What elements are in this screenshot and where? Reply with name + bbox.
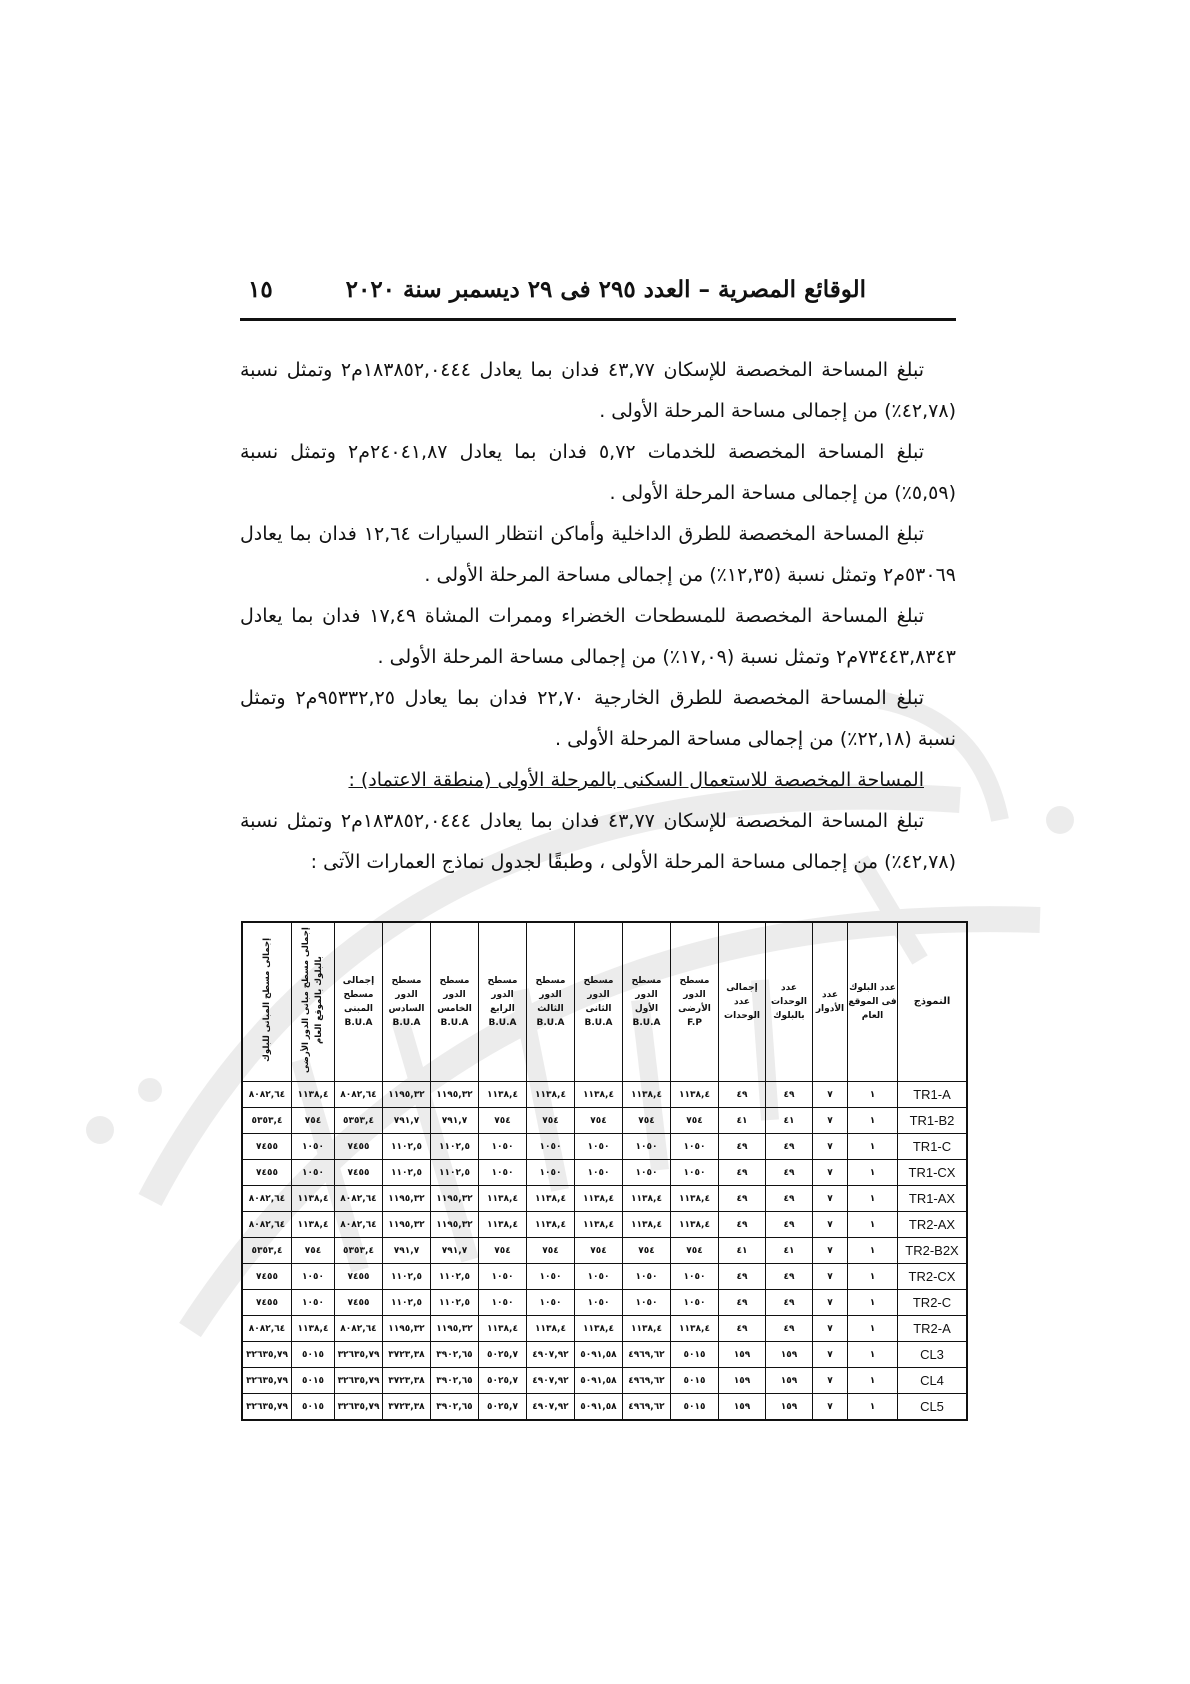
cell-first-floor: ٧٥٤	[623, 1238, 671, 1264]
cell-sixth-floor: ١١٩٥,٣٢	[383, 1316, 431, 1342]
cell-floors: ٧	[813, 1134, 848, 1160]
header-units-per-block: عدد الوحدات بالبلوك	[766, 922, 813, 1082]
cell-second-floor: ١٠٥٠	[575, 1290, 623, 1316]
cell-model: TR1-CX	[898, 1160, 968, 1186]
cell-total-building: ٥٣٥٣,٤	[335, 1238, 383, 1264]
section-subheading: المساحة المخصصة للاستعمال السكنى بالمرحلة الأولى (منطقة الاعتماد) :	[348, 769, 924, 791]
cell-third-floor: ١٠٥٠	[527, 1160, 575, 1186]
cell-sixth-floor: ١١٩٥,٣٢	[383, 1082, 431, 1108]
cell-total-building: ٣٢٦٣٥,٧٩	[335, 1394, 383, 1421]
cell-third-floor: ١٠٥٠	[527, 1134, 575, 1160]
cell-total-ground-site: ١٠٥٠	[292, 1134, 335, 1160]
cell-first-floor: ٤٩٦٩,٦٢	[623, 1342, 671, 1368]
cell-floors: ٧	[813, 1160, 848, 1186]
cell-first-floor: ١١٣٨,٤	[623, 1316, 671, 1342]
cell-sixth-floor: ١١٩٥,٣٢	[383, 1212, 431, 1238]
header-sixth-floor-area: مسطح الدور السادس B.U.A	[383, 922, 431, 1082]
cell-fourth-floor: ١٠٥٠	[479, 1264, 527, 1290]
cell-fourth-floor: ٥٠٢٥,٧	[479, 1342, 527, 1368]
building-models-table	[241, 921, 968, 1421]
cell-sixth-floor: ١١٠٢,٥	[383, 1160, 431, 1186]
header-total-units: إجمالى عدد الوحدات	[719, 922, 766, 1082]
cell-second-floor: ١١٣٨,٤	[575, 1212, 623, 1238]
cell-fourth-floor: ١٠٥٠	[479, 1290, 527, 1316]
cell-ground-floor: ٥٠١٥	[671, 1342, 719, 1368]
cell-model: CL5	[898, 1394, 968, 1421]
cell-units-per-block: ٤٩	[766, 1212, 813, 1238]
table-row	[242, 1264, 967, 1290]
cell-model: TR2-AX	[898, 1212, 968, 1238]
table-row	[242, 1290, 967, 1316]
paragraph-internal-roads: تبلغ المساحة المخصصة للطرق الداخلية وأماكن انتظار السيارات ١٢,٦٤ فدان بما يعادل ٥٣٠٦٩م٢ وتمثل نسبة (١٢,٣٥٪) من إجمالى مساحة المرحلة الأولى .	[240, 523, 956, 586]
cell-model: TR2-B2X	[898, 1238, 968, 1264]
cell-fourth-floor: ١٠٥٠	[479, 1160, 527, 1186]
cell-units-per-block: ٤١	[766, 1108, 813, 1134]
cell-fifth-floor: ١١٩٥,٣٢	[431, 1186, 479, 1212]
cell-third-floor: ١٠٥٠	[527, 1264, 575, 1290]
table-row	[242, 1316, 967, 1342]
cell-model: TR2-A	[898, 1316, 968, 1342]
cell-floors: ٧	[813, 1290, 848, 1316]
cell-total-block: ٧٤٥٥	[242, 1290, 292, 1316]
cell-fourth-floor: ٥٠٢٥,٧	[479, 1368, 527, 1394]
cell-fifth-floor: ٧٩١,٧	[431, 1108, 479, 1134]
cell-ground-floor: ١١٣٨,٤	[671, 1186, 719, 1212]
cell-blocks: ١	[848, 1394, 898, 1421]
cell-blocks: ١	[848, 1108, 898, 1134]
cell-total-block: ٨٠٨٢,٦٤	[242, 1186, 292, 1212]
cell-model: CL4	[898, 1368, 968, 1394]
cell-total-block: ٧٤٥٥	[242, 1264, 292, 1290]
cell-second-floor: ١١٣٨,٤	[575, 1186, 623, 1212]
cell-blocks: ١	[848, 1082, 898, 1108]
cell-floors: ٧	[813, 1264, 848, 1290]
paragraph-housing-table-intro: تبلغ المساحة المخصصة للإسكان ٤٣,٧٧ فدان بما يعادل ١٨٣٨٥٢,٠٤٤٤م٢ وتمثل نسبة (٤٢,٧٨٪) من إجمالى مساحة المرحلة الأولى ، وطبقًا لجدول نماذج العمارات الآتى :	[240, 810, 956, 873]
cell-floors: ٧	[813, 1238, 848, 1264]
cell-first-floor: ١١٣٨,٤	[623, 1212, 671, 1238]
cell-blocks: ١	[848, 1238, 898, 1264]
cell-ground-floor: ١٠٥٠	[671, 1134, 719, 1160]
cell-ground-floor: ٥٠١٥	[671, 1368, 719, 1394]
cell-first-floor: ١٠٥٠	[623, 1160, 671, 1186]
cell-fifth-floor: ٧٩١,٧	[431, 1238, 479, 1264]
cell-fifth-floor: ٣٩٠٢,٦٥	[431, 1394, 479, 1421]
paragraph-services: تبلغ المساحة المخصصة للخدمات ٥,٧٢ فدان بما يعادل ٢٤٠٤١,٨٧م٢ وتمثل نسبة (٥,٥٩٪) من إجمالى مساحة المرحلة الأولى .	[240, 441, 956, 504]
cell-second-floor: ١٠٥٠	[575, 1264, 623, 1290]
cell-third-floor: ٧٥٤	[527, 1108, 575, 1134]
cell-blocks: ١	[848, 1368, 898, 1394]
cell-fourth-floor: ١١٣٨,٤	[479, 1212, 527, 1238]
cell-total-building: ٨٠٨٢,٦٤	[335, 1186, 383, 1212]
cell-fifth-floor: ٣٩٠٢,٦٥	[431, 1342, 479, 1368]
header-second-floor-area: مسطح الدور الثانى B.U.A	[575, 922, 623, 1082]
cell-ground-floor: ١٠٥٠	[671, 1264, 719, 1290]
cell-total-ground-site: ١٠٥٠	[292, 1264, 335, 1290]
cell-units-per-block: ٤٩	[766, 1186, 813, 1212]
cell-total-ground-site: ١٠٥٠	[292, 1160, 335, 1186]
gazette-title: الوقائع المصرية – العدد ٢٩٥ فى ٢٩ ديسمبر سنة ٢٠٢٠	[345, 276, 866, 303]
cell-second-floor: ٧٥٤	[575, 1238, 623, 1264]
table-row	[242, 1082, 967, 1108]
cell-sixth-floor: ١١٩٥,٣٢	[383, 1186, 431, 1212]
cell-total-units: ٤٩	[719, 1134, 766, 1160]
cell-model: TR1-A	[898, 1082, 968, 1108]
cell-fourth-floor: ١١٣٨,٤	[479, 1186, 527, 1212]
cell-fifth-floor: ١١٠٢,٥	[431, 1290, 479, 1316]
cell-fifth-floor: ٣٩٠٢,٦٥	[431, 1368, 479, 1394]
cell-total-block: ٨٠٨٢,٦٤	[242, 1212, 292, 1238]
cell-fifth-floor: ١١٩٥,٣٢	[431, 1212, 479, 1238]
cell-total-units: ٤١	[719, 1108, 766, 1134]
cell-floors: ٧	[813, 1394, 848, 1421]
cell-total-ground-site: ١١٣٨,٤	[292, 1186, 335, 1212]
cell-total-block: ٣٢٦٣٥,٧٩	[242, 1394, 292, 1421]
table-row	[242, 1394, 967, 1421]
header-total-block-area	[242, 922, 292, 1082]
cell-model: CL3	[898, 1342, 968, 1368]
cell-units-per-block: ١٥٩	[766, 1368, 813, 1394]
cell-third-floor: ١١٣٨,٤	[527, 1082, 575, 1108]
table-header-row	[242, 922, 967, 1082]
cell-blocks: ١	[848, 1316, 898, 1342]
header-first-floor-area: مسطح الدور الأول B.U.A	[623, 922, 671, 1082]
cell-second-floor: ٥٠٩١,٥٨	[575, 1394, 623, 1421]
cell-floors: ٧	[813, 1082, 848, 1108]
cell-model: TR2-CX	[898, 1264, 968, 1290]
cell-third-floor: ٤٩٠٧,٩٢	[527, 1342, 575, 1368]
cell-model: TR1-C	[898, 1134, 968, 1160]
cell-ground-floor: ١٠٥٠	[671, 1290, 719, 1316]
cell-total-building: ٨٠٨٢,٦٤	[335, 1082, 383, 1108]
cell-total-ground-site: ٥٠١٥	[292, 1394, 335, 1421]
table-row	[242, 1186, 967, 1212]
cell-first-floor: ١١٣٨,٤	[623, 1186, 671, 1212]
cell-ground-floor: ١٠٥٠	[671, 1160, 719, 1186]
cell-total-building: ٧٤٥٥	[335, 1290, 383, 1316]
table-row	[242, 1134, 967, 1160]
cell-total-building: ٣٢٦٣٥,٧٩	[335, 1368, 383, 1394]
cell-fourth-floor: ١٠٥٠	[479, 1134, 527, 1160]
cell-total-block: ٨٠٨٢,٦٤	[242, 1082, 292, 1108]
cell-total-building: ٨٠٨٢,٦٤	[335, 1212, 383, 1238]
cell-units-per-block: ٤٩	[766, 1082, 813, 1108]
table-row	[242, 1368, 967, 1394]
table-row	[242, 1160, 967, 1186]
cell-total-block: ٧٤٥٥	[242, 1160, 292, 1186]
cell-total-ground-site: ١١٣٨,٤	[292, 1212, 335, 1238]
cell-units-per-block: ٤٩	[766, 1290, 813, 1316]
cell-units-per-block: ١٥٩	[766, 1342, 813, 1368]
page-header	[240, 272, 956, 321]
cell-units-per-block: ١٥٩	[766, 1394, 813, 1421]
cell-blocks: ١	[848, 1290, 898, 1316]
cell-second-floor: ١١٣٨,٤	[575, 1082, 623, 1108]
cell-floors: ٧	[813, 1368, 848, 1394]
cell-total-block: ٥٣٥٣,٤	[242, 1108, 292, 1134]
cell-total-building: ٧٤٥٥	[335, 1160, 383, 1186]
cell-total-block: ٧٤٥٥	[242, 1134, 292, 1160]
paragraph-green-areas: تبلغ المساحة المخصصة للمسطحات الخضراء وممرات المشاة ١٧,٤٩ فدان بما يعادل ٧٣٤٤٣,٨٣٤٣م٢ وتمثل نسبة (١٧,٠٩٪) من إجمالى مساحة المرحلة الأولى .	[240, 605, 956, 668]
cell-total-ground-site: ٥٠١٥	[292, 1368, 335, 1394]
cell-fourth-floor: ٧٥٤	[479, 1108, 527, 1134]
cell-total-units: ٤٩	[719, 1082, 766, 1108]
cell-total-units: ٤٩	[719, 1160, 766, 1186]
cell-total-block: ٥٣٥٣,٤	[242, 1238, 292, 1264]
cell-total-units: ٤٩	[719, 1186, 766, 1212]
table-body	[242, 1082, 967, 1421]
cell-units-per-block: ٤٩	[766, 1160, 813, 1186]
cell-fifth-floor: ١١٠٢,٥	[431, 1160, 479, 1186]
cell-total-building: ٥٣٥٣,٤	[335, 1108, 383, 1134]
cell-second-floor: ٧٥٤	[575, 1108, 623, 1134]
cell-first-floor: ٤٩٦٩,٦٢	[623, 1368, 671, 1394]
cell-sixth-floor: ٣٧٢٣,٣٨	[383, 1368, 431, 1394]
cell-floors: ٧	[813, 1316, 848, 1342]
header-third-floor-area: مسطح الدور الثالث B.U.A	[527, 922, 575, 1082]
paragraph-housing: تبلغ المساحة المخصصة للإسكان ٤٣,٧٧ فدان بما يعادل ١٨٣٨٥٢,٠٤٤٤م٢ وتمثل نسبة (٤٢,٧٨٪) من إجمالى مساحة المرحلة الأولى .	[240, 359, 956, 422]
cell-first-floor: ٧٥٤	[623, 1108, 671, 1134]
cell-total-units: ١٥٩	[719, 1394, 766, 1421]
cell-total-units: ٤٩	[719, 1290, 766, 1316]
cell-total-building: ٨٠٨٢,٦٤	[335, 1316, 383, 1342]
cell-blocks: ١	[848, 1264, 898, 1290]
table-row	[242, 1342, 967, 1368]
cell-second-floor: ١٠٥٠	[575, 1134, 623, 1160]
cell-units-per-block: ٤٩	[766, 1316, 813, 1342]
cell-sixth-floor: ٧٩١,٧	[383, 1108, 431, 1134]
cell-total-ground-site: ١١٣٨,٤	[292, 1316, 335, 1342]
header-floors-count: عدد الأدوار	[813, 922, 848, 1082]
cell-fifth-floor: ١١٠٢,٥	[431, 1134, 479, 1160]
cell-total-units: ١٥٩	[719, 1368, 766, 1394]
cell-blocks: ١	[848, 1134, 898, 1160]
cell-fourth-floor: ١١٣٨,٤	[479, 1082, 527, 1108]
cell-sixth-floor: ٣٧٢٣,٣٨	[383, 1342, 431, 1368]
cell-first-floor: ١٠٥٠	[623, 1134, 671, 1160]
paragraph-external-roads: تبلغ المساحة المخصصة للطرق الخارجية ٢٢,٧٠ فدان بما يعادل ٩٥٣٣٢,٢٥م٢ وتمثل نسبة (٢٢,١٨٪) من إجمالى مساحة المرحلة الأولى .	[240, 687, 956, 750]
cell-ground-floor: ١١٣٨,٤	[671, 1212, 719, 1238]
cell-total-block: ٣٢٦٣٥,٧٩	[242, 1342, 292, 1368]
cell-total-block: ٨٠٨٢,٦٤	[242, 1316, 292, 1342]
cell-first-floor: ٤٩٦٩,٦٢	[623, 1394, 671, 1421]
cell-first-floor: ١٠٥٠	[623, 1290, 671, 1316]
cell-third-floor: ٧٥٤	[527, 1238, 575, 1264]
cell-units-per-block: ٤٩	[766, 1134, 813, 1160]
cell-sixth-floor: ٧٩١,٧	[383, 1238, 431, 1264]
cell-floors: ٧	[813, 1212, 848, 1238]
header-model: النموذج	[898, 922, 968, 1082]
cell-total-block: ٣٢٦٣٥,٧٩	[242, 1368, 292, 1394]
header-total-building-area: إجمالى مسطح المبنى B.U.A	[335, 922, 383, 1082]
header-fourth-floor-area: مسطح الدور الرابع B.U.A	[479, 922, 527, 1082]
body-text	[240, 350, 956, 883]
cell-third-floor: ١١٣٨,٤	[527, 1186, 575, 1212]
cell-model: TR1-AX	[898, 1186, 968, 1212]
cell-third-floor: ٤٩٠٧,٩٢	[527, 1394, 575, 1421]
header-total-ground-area-site-text: إجمالى مسطح مبانى الدور الأرضى بالبلوك بالموقع العام	[301, 926, 324, 1073]
cell-third-floor: ٤٩٠٧,٩٢	[527, 1368, 575, 1394]
cell-first-floor: ١١٣٨,٤	[623, 1082, 671, 1108]
cell-floors: ٧	[813, 1108, 848, 1134]
cell-ground-floor: ١١٣٨,٤	[671, 1316, 719, 1342]
table-row	[242, 1108, 967, 1134]
cell-second-floor: ٥٠٩١,٥٨	[575, 1368, 623, 1394]
header-ground-floor-area: مسطح الدور الأرضى F.P	[671, 922, 719, 1082]
table-row	[242, 1212, 967, 1238]
cell-first-floor: ١٠٥٠	[623, 1264, 671, 1290]
cell-blocks: ١	[848, 1160, 898, 1186]
cell-total-units: ٤٩	[719, 1212, 766, 1238]
cell-fifth-floor: ١١٠٢,٥	[431, 1264, 479, 1290]
cell-total-units: ٤٩	[719, 1316, 766, 1342]
cell-ground-floor: ١١٣٨,٤	[671, 1082, 719, 1108]
cell-third-floor: ١١٣٨,٤	[527, 1212, 575, 1238]
cell-total-building: ٧٤٥٥	[335, 1134, 383, 1160]
cell-sixth-floor: ١١٠٢,٥	[383, 1290, 431, 1316]
header-fifth-floor-area: مسطح الدور الخامس B.U.A	[431, 922, 479, 1082]
cell-total-building: ٧٤٥٥	[335, 1264, 383, 1290]
table-row	[242, 1238, 967, 1264]
cell-fifth-floor: ١١٩٥,٣٢	[431, 1082, 479, 1108]
cell-fourth-floor: ١١٣٨,٤	[479, 1316, 527, 1342]
cell-sixth-floor: ٣٧٢٣,٣٨	[383, 1394, 431, 1421]
page-number: ١٥	[248, 276, 273, 303]
cell-sixth-floor: ١١٠٢,٥	[383, 1134, 431, 1160]
cell-total-units: ١٥٩	[719, 1342, 766, 1368]
cell-second-floor: ٥٠٩١,٥٨	[575, 1342, 623, 1368]
cell-ground-floor: ٧٥٤	[671, 1108, 719, 1134]
cell-ground-floor: ٧٥٤	[671, 1238, 719, 1264]
cell-total-units: ٤١	[719, 1238, 766, 1264]
cell-sixth-floor: ١١٠٢,٥	[383, 1264, 431, 1290]
cell-model: TR1-B2	[898, 1108, 968, 1134]
cell-ground-floor: ٥٠١٥	[671, 1394, 719, 1421]
cell-fourth-floor: ٧٥٤	[479, 1238, 527, 1264]
cell-total-building: ٣٢٦٣٥,٧٩	[335, 1342, 383, 1368]
cell-blocks: ١	[848, 1186, 898, 1212]
cell-units-per-block: ٤٩	[766, 1264, 813, 1290]
header-total-ground-area-site	[292, 922, 335, 1082]
cell-total-ground-site: ٧٥٤	[292, 1238, 335, 1264]
cell-blocks: ١	[848, 1212, 898, 1238]
cell-fifth-floor: ١١٩٥,٣٢	[431, 1316, 479, 1342]
cell-blocks: ١	[848, 1342, 898, 1368]
header-total-block-area-text: إجمالى مسطح المبانى للبلوك	[261, 937, 272, 1062]
cell-fourth-floor: ٥٠٢٥,٧	[479, 1394, 527, 1421]
cell-second-floor: ١١٣٨,٤	[575, 1316, 623, 1342]
cell-total-ground-site: ٥٠١٥	[292, 1342, 335, 1368]
cell-model: TR2-C	[898, 1290, 968, 1316]
cell-third-floor: ١١٣٨,٤	[527, 1316, 575, 1342]
cell-total-ground-site: ٧٥٤	[292, 1108, 335, 1134]
cell-second-floor: ١٠٥٠	[575, 1160, 623, 1186]
cell-floors: ٧	[813, 1186, 848, 1212]
cell-units-per-block: ٤١	[766, 1238, 813, 1264]
cell-total-units: ٤٩	[719, 1264, 766, 1290]
cell-total-ground-site: ١١٣٨,٤	[292, 1082, 335, 1108]
cell-floors: ٧	[813, 1342, 848, 1368]
header-blocks-count: عدد البلوك فى الموقع العام	[848, 922, 898, 1082]
cell-total-ground-site: ١٠٥٠	[292, 1290, 335, 1316]
cell-third-floor: ١٠٥٠	[527, 1290, 575, 1316]
